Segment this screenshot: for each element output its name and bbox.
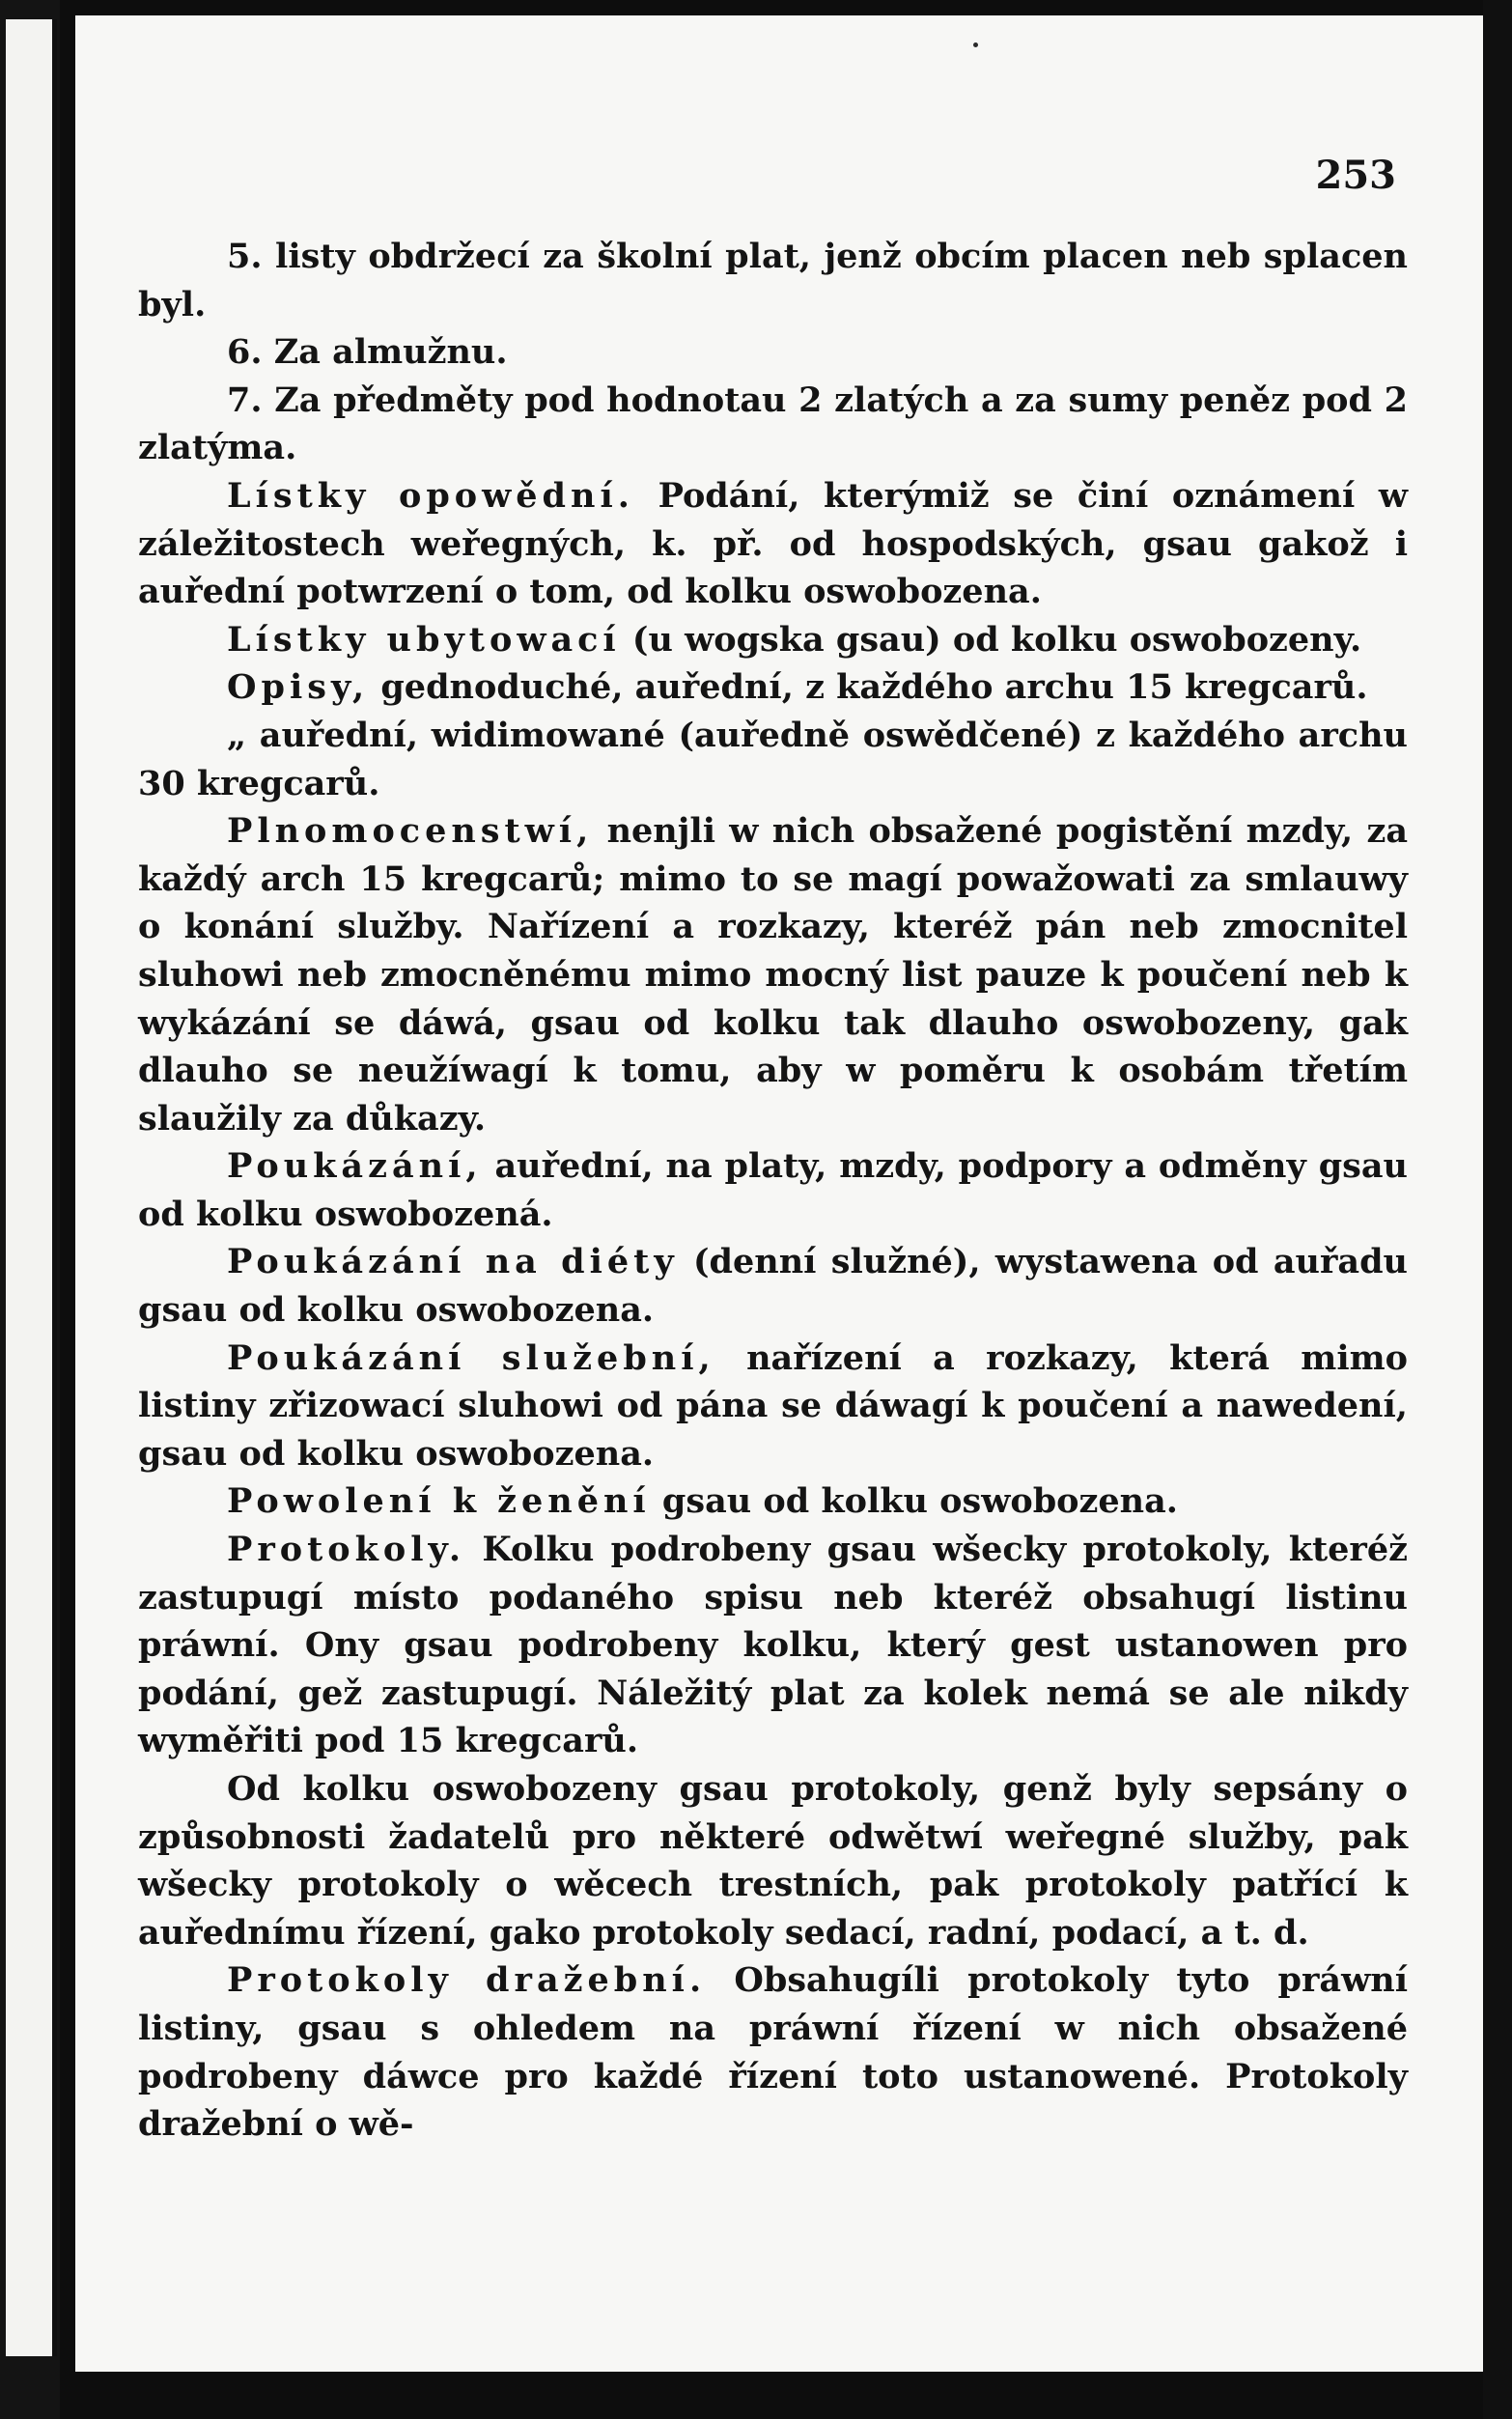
left-page-edge xyxy=(6,19,57,2356)
paragraph-text: auřední, na platy, mzdy, podpory a odměny gsau od kolku oswobozená. xyxy=(138,1146,1408,1234)
paragraph xyxy=(138,1238,1408,1334)
paragraph-text: gednoduché, auřední, z každého archu 15 kregcarů. xyxy=(369,667,1368,708)
entry-term: Poukázání služební, xyxy=(227,1337,715,1378)
paragraph xyxy=(138,712,1408,807)
page-number: 253 xyxy=(1315,153,1396,198)
paragraph xyxy=(138,377,1408,472)
entry-term: Protokoly. xyxy=(227,1530,466,1570)
paragraph-text: Kolku podrobeny gsau wšecky protokoly, kteréž zastupugí místo podaného spisu neb kteréž obsahugí listinu práwní. Ony gsau podrobeny kolku, který gest ustanowen pro podání, gež zastupugí. Náležitý plat za kolek nemá se ale nikdy wyměřiti pod 15 kregcarů. xyxy=(138,1530,1408,1761)
paragraph xyxy=(138,616,1408,664)
paragraph-text: 5. listy obdržecí za školní plat, jenž obcím placen neb splacen byl. xyxy=(138,237,1408,324)
right-page-shadow xyxy=(1483,0,1512,2419)
paragraph-text: „ auřední, widimowané (auředně oswědčené) z každého archu 30 kregcarů. xyxy=(138,715,1408,803)
paragraph xyxy=(138,472,1408,616)
page-text xyxy=(138,233,1408,2149)
paragraph-text: Od kolku oswobozeny gsau protokoly, genž byly sepsány o způsobnosti žadatelů pro některé odwětwí weřegné služby, pak wšecky protokoly o wěcech trestních, pak protokoly patřící k auřednímu řízení, gako protokoly sedací, radní, podací, a t. d. xyxy=(138,1769,1408,1953)
paragraph xyxy=(138,1765,1408,1956)
paragraph-text: nařízení a rozkazy, která mimo listiny zřizowací sluhowi od pána se dáwagí k poučení a nawedení, gsau od kolku oswobozena. xyxy=(138,1337,1409,1474)
paragraph xyxy=(138,328,1408,377)
paragraph xyxy=(138,1477,1408,1526)
entry-term: Lístky ubytowací xyxy=(227,619,621,660)
paragraph-text: gsau od kolku oswobozena. xyxy=(650,1481,1178,1522)
paragraph xyxy=(138,1335,1408,1478)
entry-term: Protokoly dražební. xyxy=(227,1960,707,2001)
paragraph-text: Podání, kterýmiž se činí oznámení w záležitostech weřegných, k. př. od hospodských, gsau gakož i auřední potwrzení o tom, od kolku oswobozena. xyxy=(138,475,1408,612)
paragraph-text: Obsahugíli protokoly tyto práwní listiny, gsau s ohledem na práwní řízení w nich obsažené podrobeny dáwce pro každé řízení toto ustanowené. Protokoly dražební o wě- xyxy=(138,1960,1408,2145)
entry-term: Poukázání na diéty xyxy=(227,1242,679,1282)
paragraph xyxy=(138,807,1408,1142)
paragraph xyxy=(138,663,1408,712)
entry-term: Plnomocenstwí, xyxy=(227,811,594,852)
paragraph-text: 6. Za almužnu. xyxy=(227,332,508,373)
paragraph xyxy=(138,233,1408,328)
book-page xyxy=(75,15,1483,2372)
entry-term: Poukázání, xyxy=(227,1146,483,1187)
paragraph-text: 7. Za předměty pod hodnotau 2 zlatých a za sumy peněz pod 2 zlatýma. xyxy=(138,380,1408,468)
paragraph-text: (u wogska gsau) od kolku oswobozeny. xyxy=(620,619,1362,660)
paragraph-text: (denní služné), wystawena od auřadu gsau od kolku oswobozena. xyxy=(138,1242,1408,1331)
paragraph xyxy=(138,1526,1408,1765)
entry-term: Powolení k ženění xyxy=(227,1481,651,1522)
paragraph xyxy=(138,1142,1408,1238)
page-speck xyxy=(973,42,978,47)
entry-term: Lístky opowědní. xyxy=(227,475,634,516)
paragraph-text: nenjli w nich obsažené pogistění mzdy, za každý arch 15 kregcarů; mimo to se magí powažowati za smlauwy o konání služby. Nařízení a rozkazy, kteréž pán neb zmocnitel sluhowi neb zmocněnému mimo mocný list pauze k poučení neb k wykázání se dáwá, gsau od kolku tak dlauho oswobozeny, gak dlauho se neužíwagí k tomu, aby w poměru k osobám třetím slaužily za důkazy. xyxy=(138,811,1408,1139)
entry-term: Opisy, xyxy=(227,667,370,708)
paragraph xyxy=(138,1956,1408,2148)
